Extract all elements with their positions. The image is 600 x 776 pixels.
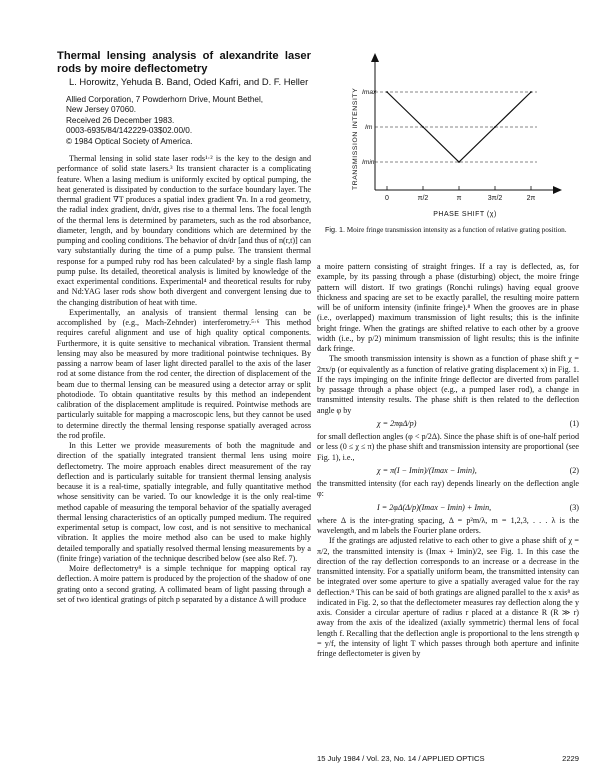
x-tick-label: 3π/2 [487,195,503,202]
affiliation [66,95,311,147]
figure-caption [325,225,575,235]
paragraph-this-letter: In this Letter we provide measurements of both the magnitude and direction of the spatially integrated transient thermal lens using moire deflectometry. The moire approach enables direct measurement of the ray deflection and is particularly suitable for transient thermal lensing analysis because it is a real-time, spatially integrable, and fully quantitative method whose sensitivity can be varied. To our knowledge it is the only real-time method capable of measuring the temporal behavior of the spatially averaged thermal lensing characteristics of an optically pumped medium. The required experimental setup is compact, low cost, and is not sensitive to mechanical vibration. It applies the moire method also can be used to make highly detailed temporally and spatially resolved thermal lensing measurements by a (finite fringe) variation of the technique described below (see also Ref. 7). [57,441,311,563]
x-axis-label: PHASE SHIFT (χ) [433,211,497,218]
plot-area [375,91,537,202]
affiliation-line1: Allied Corporation, 7 Powderhorn Drive, Mount Bethel, [66,95,264,104]
y-tick-mid: Im [365,124,373,131]
copyright: © 1984 Optical Society of America. [66,136,193,146]
y-tick-max: Imax [362,89,377,96]
paragraph-experimental: Experimentally, an analysis of transient thermal lensing can be accomplished by (e.g., Mach-Zehnder) interferometry.⁵·⁶ This method requires careful alignment and use of high quality optical components. Furthermore, it is quite sensitive to mechanical vibration. Transient thermal lensing may also be measured by more traditional pointwise techniques. By passing a narrow beam of laser light directed parallel to the axis of the laser rod at some distance from the rod center, the direction of displacement of the beam due to thermal lensing can be measured using a detector array or split photodiode. To obtain quantitative results by this method an independent calibration of the displacement amplitude is required. Pointwise methods are particularly suitable for mapping a macroscopic lens, but they cannot be used to determine directly the thermal lensing response spatially averaged across the rod profile. [57,307,311,440]
curve-point [422,126,424,128]
transmission-chart [325,50,580,225]
chart-axes [371,53,562,194]
left-column [57,50,311,605]
paragraph-moire-cont: a moire pattern consisting of straight fringes. If a ray is deflected, as, for example, by its passing through a phase (disturbing) object, the moire fringe pattern will distort. If two gratings (Ronchi rulings) having equal groove thickness and spacing are set to be exactly parallel, the resulting moire pattern will be of uniform intensity (infinite fringe).⁸ When the grooves are in phase (i.e., overlapped) maximum transmission of light results; this is the infinite bright fringe. When the gratings are shifted relative to each other by a groove width (i.e., by p/2) minimum transmission of light results; this is the infinite dark fringe. [317,262,579,353]
x-tick-label: 0 [385,195,389,202]
transmission-curve [387,92,531,162]
equation-3 [317,503,579,513]
curve-point [530,91,532,93]
equation-2 [317,466,579,476]
y-axis-label: TRANSMISSION INTENSITY [352,87,359,190]
x-tick-label: π/2 [417,195,429,202]
journal-issue: 15 July 1984 / Vol. 23, No. 14 / APPLIED OPTICS [317,754,485,763]
paragraph-moire: Moire deflectometry⁸ is a simple technique for mapping optical ray deflection. A moire pattern is produced by the projection of the shadow of one grating onto a second grating. A collimated beam of light passing through a set of two identical gratings of pitch p separated by a distance Δ will produce [57,564,311,604]
right-column [317,262,579,659]
x-tick-label: π [456,195,462,202]
page-footer [317,754,579,763]
equation-2-body: χ = π(I − Imin)/(Imax − Imin), [377,465,477,475]
caption-text: Moire fringe transmission intensity as a function of relative grating position. [346,226,567,234]
article-title: Thermal lensing analysis of alexandrite laser rods by moire deflectometry [57,50,311,75]
affiliation-line2: New Jersey 07060. [66,105,137,115]
curve-point [494,126,496,128]
equation-3-body: I = 2φΔ(Δ/p)(Imax − Imin) + Imin, [377,502,492,512]
x-tick-label: 2π [526,195,536,202]
received-date: Received 26 December 1983. [66,115,175,125]
paragraph-smooth-transmission: The smooth transmission intensity is shown as a function of phase shift χ = 2πx/p (or equivalently as a function of relative grating displacement x) in Fig. 1. If the rays impinging on the infinite fringe deflector are diverted from parallel by passage through a phase object (e.g., a pumped laser rod), a change in transmitted intensity results. The phase shift is then related to the deflection angle φ by [317,354,579,415]
paragraph-intro: Thermal lensing in solid state laser rods¹·² is the key to the design and performance of solid state lasers.³ Its transient character is a complicating feature. When a lasing medium is uniformly excited by optical pumping, the heat generated is dissipated by conduction to the surface boundary layer. The thermal gradient ∇T produces a spatial index gradient ∇n. In a rod geometry, the radial index gradient, dn/dr, gives rise to a thermal lens. The focal length of the thermal lens is determined by parameters, such as the rod absorbance, diameter, length, and by boundary conditions which are determined by the pumping and cooling conditions. The behavior of dn/dr [and thus of n(r,t)] can vary substantially during the time of a pump pulse. The transient thermal response for a pumped ruby rod has been calculated² by a single flash lamp pump pulse. Its detailed, theoretical analysis is limited by knowledge of the exact experimental conditions. Experimental⁴ and theoretical results for ruby and Nd:YAG laser rods show both divergent and convergent lensing due to the changing distribution of heat with time. [57,154,311,307]
caption-label: Fig. 1. [325,225,345,234]
equation-2-number: (2) [569,465,579,475]
curve-point [386,91,388,93]
authors: L. Horowitz, Yehuda B. Band, Oded Kafri, and D. F. Heller [69,76,309,87]
curve-point [458,161,460,163]
equation-3-number: (3) [569,502,579,512]
article-code: 0003-6935/84/142229-03$02.00/0. [66,126,193,136]
paragraph-gratings-adjusted: If the gratings are adjusted relative to each other to give a phase shift of χ = π/2, the transmitted intensity is (Imax + Imin)/2, see Fig. 1. In this case the direction of the ray deflection corresponds to an increase or a decrease in the transmitted intensity. For a spatially uniform beam, the transmitted intensity can be integrated over some aperture to give a spatially averaged value for the ray deflection.⁹ This can be said of both gratings are aligned parallel to the x axis⁸ as indicated in Fig. 2, so that the deflectometer measures ray deflection along the y axis. Consider a circular aperture of radius r placed at a distance R (R ≫ r) away from the axis of the idealized (axially symmetric) thermal lens of focal length f. Recalling that the deflection angle is proportional to the lens strength φ = y/f, the intensity of light T which passes through both aperture and infinite fringe deflectometer is given by [317,536,579,658]
page-number: 2229 [562,754,579,763]
y-tick-min: Imin [362,159,375,166]
paragraph-small-angles: for small deflection angles (φ < p/2Δ). Since the phase shift is of one-half period or less (0 ≤ χ ≤ π) the phase shift and transmission intensity are proportional (see Fig. 1), i.e., [317,432,579,462]
equation-1 [317,419,579,429]
paragraph-transmitted: the transmitted intensity (for each ray) depends linearly on the deflection angle φ: [317,479,579,499]
equation-1-number: (1) [569,418,579,428]
equation-1-body: χ = 2πφΔ/p) [377,418,417,428]
paragraph-where: where Δ is the inter-grating spacing, Δ = p²m/λ, m = 1,2,3, . . . λ is the wavelength, and m labels the Fourier plane orders. [317,515,579,535]
